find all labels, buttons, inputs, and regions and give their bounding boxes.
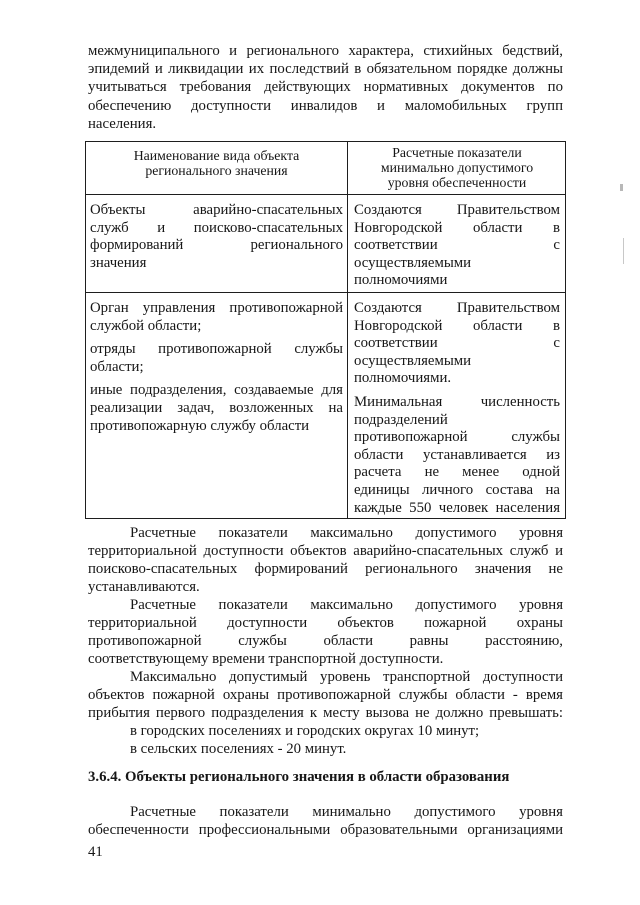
text-line: поисково-спасательных формирований регионального значения не xyxy=(88,561,563,577)
header-line: Наименование вида объекта xyxy=(133,148,300,163)
cell-paragraph xyxy=(354,202,560,290)
text-line: Расчетные показатели максимально допустимого уровня xyxy=(130,597,563,613)
text-line: значения xyxy=(90,254,147,271)
text-line: каждые 550 человек населения xyxy=(354,499,560,516)
text-line: Минимальная численность xyxy=(354,393,560,410)
text-line: учитываться требования действующих нормативных документов по xyxy=(88,79,563,96)
table-cell-object-type xyxy=(86,195,348,292)
paragraph xyxy=(88,668,563,722)
table-header-cell-object-type xyxy=(86,142,348,194)
text-line: Объекты аварийно-спасательных xyxy=(90,202,343,218)
page-number-block xyxy=(88,843,563,861)
paragraph xyxy=(88,803,563,839)
table-header-row xyxy=(86,142,565,194)
page-number: 41 xyxy=(88,844,103,860)
section-heading: 3.6.4. Объекты регионального значения в области образования xyxy=(88,769,510,785)
text-line: служб и поисково-спасательных xyxy=(90,219,343,236)
text-line: Расчетные показатели минимально допустимого уровня xyxy=(130,804,563,820)
text-line: реализации задач, возложенных на xyxy=(90,399,343,416)
text-line: Новгородской области в xyxy=(354,219,560,236)
text-line: межмуниципального и регионального характера, стихийных бедствий, xyxy=(88,43,563,59)
text-line: Создаются Правительством xyxy=(354,202,560,218)
text-line: соответствии с xyxy=(354,237,560,254)
text-line: Расчетные показатели максимально допустимого уровня xyxy=(130,525,563,541)
text-line: расчета не менее одной xyxy=(354,464,560,481)
cell-paragraph xyxy=(90,382,343,435)
text-line: противопожарной службы xyxy=(354,429,560,446)
text-line: области; xyxy=(90,358,144,375)
body-text xyxy=(88,524,563,758)
text-line: Орган управления противопожарной xyxy=(90,300,343,316)
cell-paragraph xyxy=(90,202,343,272)
text-line: подразделений xyxy=(354,411,448,428)
table-cell-indicator xyxy=(348,195,565,292)
text-line: соответствующему времени транспортной доступности. xyxy=(88,651,444,667)
list-item-rural: в сельских поселениях - 20 минут. xyxy=(130,741,347,757)
text-line: формирований регионального xyxy=(90,237,343,254)
table-header-cell-indicators xyxy=(348,142,565,194)
text-line: объектов пожарной охраны противопожарной службы области - время xyxy=(88,687,563,703)
table-cell-indicator xyxy=(348,293,565,518)
text-line: Новгородской области в xyxy=(354,317,560,334)
section-heading-block xyxy=(88,768,563,786)
header-line: уровня обеспеченности xyxy=(387,175,527,190)
text-line: Максимально допустимый уровень транспортной доступности xyxy=(130,669,563,685)
text-line: полномочиями xyxy=(354,272,448,289)
header-line: Расчетные показатели xyxy=(392,145,522,160)
text-line: Создаются Правительством xyxy=(354,300,560,316)
scan-mark xyxy=(623,238,624,264)
text-line: иные подразделения, создаваемые для xyxy=(90,382,343,399)
table-cell-object-type xyxy=(86,293,348,518)
cell-paragraph xyxy=(90,300,343,335)
cell-paragraph xyxy=(354,394,560,517)
intro-paragraph xyxy=(88,42,563,133)
header-line: регионального значения xyxy=(145,163,288,178)
text-line: территориальной доступности объектов пожарной охраны xyxy=(88,615,563,631)
text-line: осуществляемыми xyxy=(354,254,472,271)
paragraph xyxy=(88,596,563,668)
text-line: устанавливаются. xyxy=(88,579,200,595)
text-line: территориальной доступности объектов аварийно-спасательных служб и xyxy=(88,543,563,559)
text-line: населения. xyxy=(88,115,157,132)
text-line: обеспечению доступности инвалидов и маломобильных групп xyxy=(88,97,563,114)
text-line: обеспеченности профессиональными образовательными организациями xyxy=(88,822,563,838)
cell-paragraph xyxy=(90,341,343,376)
text-line: эпидемий и ликвидации их последствий в обязательном порядке должны xyxy=(88,61,563,78)
paragraph xyxy=(88,524,563,596)
cell-paragraph xyxy=(354,300,560,388)
text-line: осуществляемыми xyxy=(354,352,472,369)
list-item-urban: в городских поселениях и городских округах 10 минут; xyxy=(130,723,480,739)
table-row xyxy=(86,292,565,518)
text-line: отряды противопожарной службы xyxy=(90,341,343,358)
text-line: противопожарной службы области равны расстоянию, xyxy=(88,633,563,649)
text-line: полномочиями. xyxy=(354,370,452,387)
scan-mark xyxy=(620,184,623,191)
text-line: соответствии с xyxy=(354,335,560,352)
header-line: минимально допустимого xyxy=(380,160,534,175)
text-line: области устанавливается из xyxy=(354,446,560,463)
text-line: прибытия первого подразделения к месту вызова не должно превышать: xyxy=(88,705,563,721)
standards-table xyxy=(85,141,566,519)
text-line: службой области; xyxy=(90,317,202,334)
text-line: противопожарную службу области xyxy=(90,417,310,434)
text-line: единицы личного состава на xyxy=(354,481,560,498)
table-row xyxy=(86,194,565,292)
